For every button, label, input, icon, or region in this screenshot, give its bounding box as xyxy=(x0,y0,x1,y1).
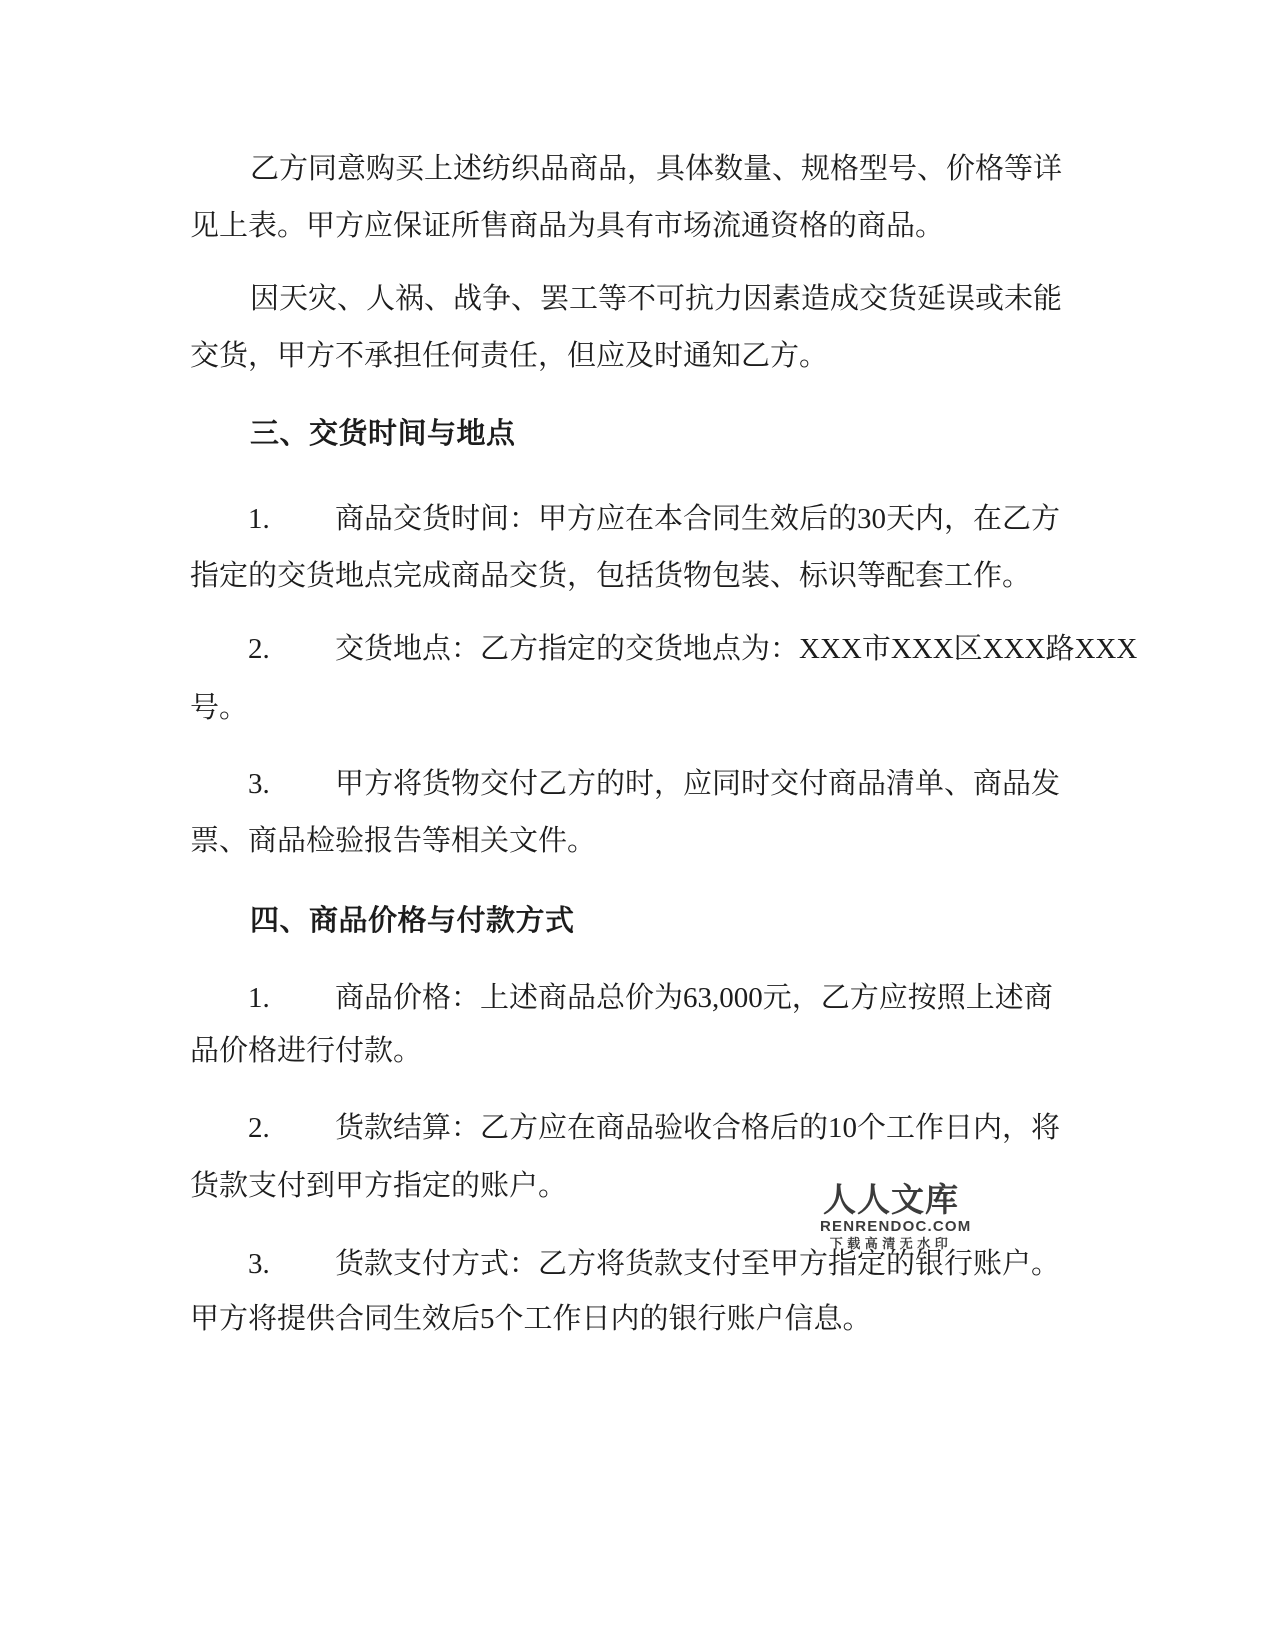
paragraph-line: 指定的交货地点完成商品交货，包括货物包装、标识等配套工作。 xyxy=(190,560,1032,592)
section-heading-3: 三、交货时间与地点 xyxy=(250,418,516,450)
numbered-item-line xyxy=(248,770,1060,799)
list-number: 2. xyxy=(248,633,270,665)
list-item-text: 货款支付方式：乙方将货款支付至甲方指定的银行账户。 xyxy=(335,1248,1061,1280)
watermark xyxy=(820,1183,972,1251)
list-number: 3. xyxy=(248,768,270,800)
section-heading-4: 四、商品价格与付款方式 xyxy=(250,905,575,937)
watermark-tagline: 下载高清无水印 xyxy=(829,1236,953,1251)
list-number: 1. xyxy=(248,503,270,535)
numbered-item-line xyxy=(248,505,1060,534)
list-number: 3. xyxy=(248,1248,270,1280)
paragraph-line: 品价格进行付款。 xyxy=(190,1035,423,1067)
list-item-text: 货款结算：乙方应在商品验收合格后的10个工作日内，将 xyxy=(335,1112,1061,1144)
paragraph-line: 因天灾、人祸、战争、罢工等不可抗力因素造成交货延误或未能 xyxy=(250,283,1063,315)
paragraph-line: 乙方同意购买上述纺织品商品，具体数量、规格型号、价格等详 xyxy=(250,153,1063,185)
numbered-item-line xyxy=(248,635,1137,664)
list-item-text: 交货地点：乙方指定的交货地点为：XXX市XXX区XXX路XXX xyxy=(335,633,1138,665)
paragraph-line: 见上表。甲方应保证所售商品为具有市场流通资格的商品。 xyxy=(190,210,945,242)
paragraph-line: 号。 xyxy=(190,692,249,724)
numbered-item-line xyxy=(248,984,1053,1013)
paragraph-line: 甲方将提供合同生效后5个工作日内的银行账户信息。 xyxy=(190,1303,872,1335)
watermark-brand-logo: 人人文库 xyxy=(823,1183,959,1219)
list-number: 2. xyxy=(248,1112,270,1144)
paragraph-line: 货款支付到甲方指定的账户。 xyxy=(190,1170,568,1202)
watermark-domain: RENRENDOC.COM xyxy=(820,1218,972,1235)
list-item-text: 甲方将货物交付乙方的时，应同时交付商品清单、商品发 xyxy=(335,768,1061,800)
numbered-item-line xyxy=(248,1250,1060,1279)
paragraph-line: 交货，甲方不承担任何责任，但应及时通知乙方。 xyxy=(190,340,829,372)
numbered-item-line xyxy=(248,1114,1060,1143)
list-item-text: 商品价格：上述商品总价为63,000元，乙方应按照上述商 xyxy=(335,982,1053,1014)
list-item-text: 商品交货时间：甲方应在本合同生效后的30天内，在乙方 xyxy=(335,503,1061,535)
paragraph-line: 票、商品检验报告等相关文件。 xyxy=(190,825,597,857)
list-number: 1. xyxy=(248,982,270,1014)
